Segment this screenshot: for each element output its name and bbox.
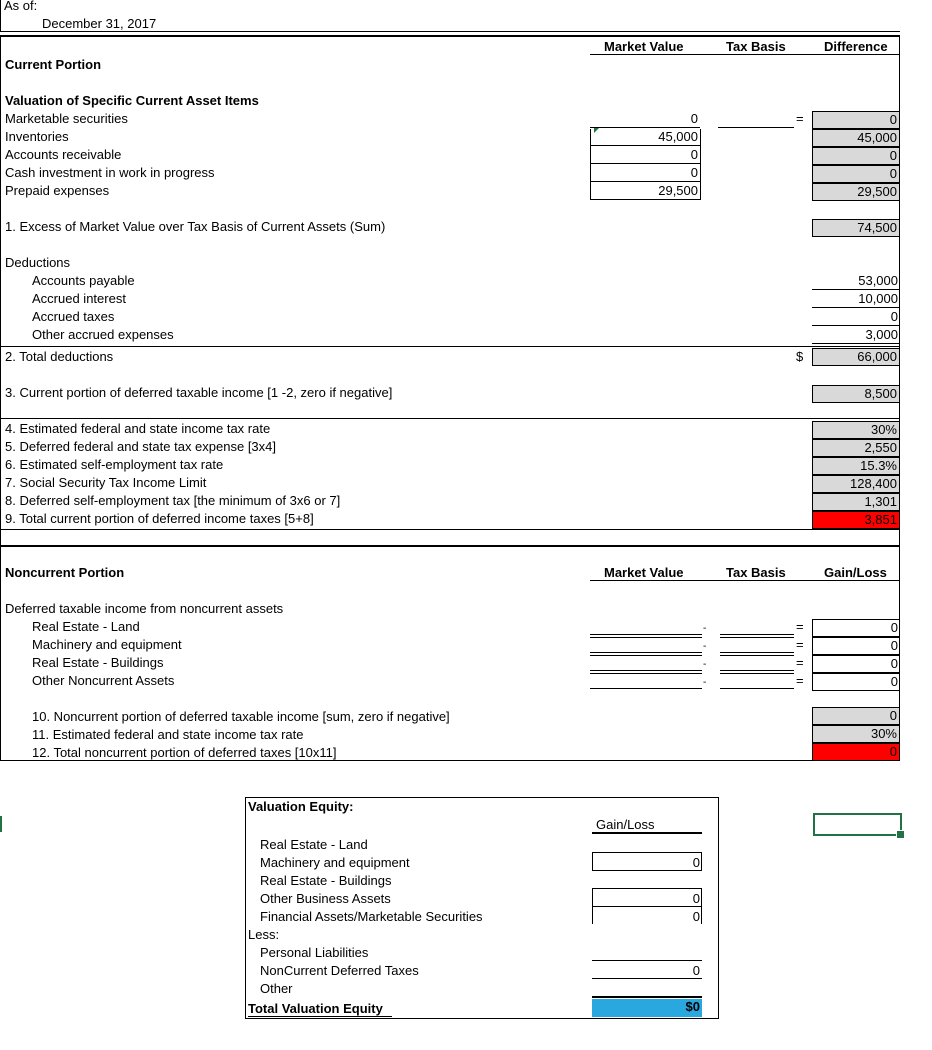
- cell-underline: [592, 960, 702, 961]
- line3-label: 3. Current portion of deferred taxable income [1 -2, zero if negative]: [5, 385, 393, 400]
- noncurrent-row-label: Real Estate - Buildings: [32, 655, 164, 670]
- lines-top-rule: [0, 418, 900, 419]
- difference-cell[interactable]: 0: [812, 111, 900, 129]
- equals-sign: =: [796, 637, 804, 652]
- cell-underline: [592, 996, 702, 998]
- line3-value[interactable]: 8,500: [812, 385, 900, 403]
- total-label-underline: [248, 1016, 392, 1017]
- col-market-value: Market Value: [604, 39, 684, 54]
- dash-sign: -: [703, 677, 707, 688]
- cell-underline: [592, 978, 702, 979]
- currency-symbol: $: [796, 349, 804, 364]
- noncurrent-row-label: Machinery and equipment: [32, 637, 182, 652]
- line10-value[interactable]: 0: [812, 707, 900, 725]
- equity-row-label: Other Business Assets: [260, 891, 391, 906]
- col-difference: Difference: [824, 39, 888, 54]
- gain-loss-cell[interactable]: 0: [812, 637, 900, 655]
- line2-label: 2. Total deductions: [5, 349, 114, 364]
- cell-underline: [592, 906, 702, 907]
- less-label: Less:: [248, 927, 280, 942]
- line-value[interactable]: 1,301: [812, 493, 900, 511]
- difference-cell[interactable]: 45,000: [812, 129, 900, 147]
- cell-underline: [592, 888, 702, 889]
- cell-underline: [590, 163, 700, 164]
- current-bottom-border: [0, 545, 900, 547]
- cell-underline: [590, 655, 702, 656]
- line-label: 7. Social Security Tax Income Limit: [5, 475, 207, 490]
- cell-underline: [812, 325, 900, 326]
- deduction-value[interactable]: 10,000: [858, 291, 898, 306]
- cell-border: [701, 888, 702, 924]
- dash-sign: -: [703, 623, 707, 634]
- header-rule: [0, 31, 900, 32]
- gain-loss-cell[interactable]: 0: [812, 619, 900, 637]
- total-equity-label: Total Valuation Equity: [248, 1001, 383, 1016]
- deduction-value[interactable]: 0: [890, 309, 898, 324]
- dash-sign: -: [703, 641, 707, 652]
- deferred-title: Deferred taxable income from noncurrent assets: [5, 601, 284, 616]
- col-gain-loss: Gain/Loss: [596, 817, 655, 832]
- cell-underline: [720, 655, 794, 656]
- equity-row-label: Machinery and equipment: [260, 855, 410, 870]
- left-border: [0, 0, 1, 31]
- row-label: Cash investment in work in progress: [5, 165, 215, 180]
- col-header-underline: [590, 54, 900, 55]
- less-row-label: Other: [260, 981, 293, 996]
- gain-loss-cell[interactable]: 0: [812, 673, 900, 691]
- difference-cell[interactable]: 0: [812, 147, 900, 165]
- cell-underline: [590, 181, 700, 182]
- line12-label: 12. Total noncurrent portion of deferred taxes [10x11]: [32, 745, 337, 760]
- line11-value[interactable]: 30%: [812, 725, 900, 743]
- equals-sign: =: [796, 619, 804, 634]
- line-value[interactable]: 128,400: [812, 475, 900, 493]
- dash-sign: -: [703, 659, 707, 670]
- cell-underline: [592, 870, 702, 871]
- gain-loss-underline: [592, 832, 702, 834]
- equity-row-label: Financial Assets/Marketable Securities: [260, 909, 483, 924]
- line2-value[interactable]: 66,000: [812, 348, 900, 366]
- line10-label: 10. Noncurrent portion of deferred taxable income [sum, zero if negative]: [32, 709, 450, 724]
- deduction-label: Accrued interest: [32, 291, 126, 306]
- deduction-value[interactable]: 3,000: [865, 327, 898, 342]
- col-tax-basis: Tax Basis: [726, 39, 786, 54]
- selected-cell[interactable]: [813, 813, 902, 836]
- cell-underline: [720, 673, 794, 674]
- total-equity-value[interactable]: $0: [592, 999, 702, 1017]
- equity-row-label: Real Estate - Buildings: [260, 873, 392, 888]
- equity-value[interactable]: 0: [692, 909, 700, 924]
- cell-underline: [720, 634, 794, 635]
- equals-sign: =: [796, 673, 804, 688]
- cell-underline: [590, 688, 702, 689]
- cell-underline: [592, 852, 702, 853]
- as-of-date: December 31, 2017: [42, 16, 157, 31]
- cell-underline: [590, 652, 702, 653]
- cell-underline: [590, 199, 700, 200]
- current-left-border: [0, 35, 1, 545]
- equity-value[interactable]: 0: [692, 891, 700, 906]
- difference-cell[interactable]: 29,500: [812, 183, 900, 201]
- cell-border: [701, 852, 702, 870]
- cell-underline: [590, 127, 700, 128]
- cell-underline: [590, 673, 702, 674]
- market-value-cell[interactable]: 0: [690, 165, 698, 180]
- cell-border: [700, 129, 701, 200]
- line-value[interactable]: 2,550: [812, 439, 900, 457]
- difference-cell[interactable]: 0: [812, 165, 900, 183]
- equity-row-label: Real Estate - Land: [260, 837, 368, 852]
- cell-border: [592, 888, 593, 924]
- noncurrent-row-label: Other Noncurrent Assets: [32, 673, 175, 688]
- row-label: Inventories: [5, 129, 69, 144]
- cell-underline: [590, 634, 702, 635]
- deduction-label: Accrued taxes: [32, 309, 115, 324]
- row-label: Accounts receivable: [5, 147, 122, 162]
- row-selection-marker: [0, 816, 2, 832]
- cell-underline: [590, 670, 702, 671]
- line-value[interactable]: 30%: [812, 421, 900, 439]
- line2-top-rule: [0, 346, 900, 347]
- line-label: 5. Deferred federal and state tax expense [3x4]: [5, 439, 277, 454]
- col-gain-loss: Gain/Loss: [824, 565, 887, 580]
- cell-underline: [812, 307, 900, 308]
- deduction-value[interactable]: 53,000: [858, 273, 898, 288]
- market-value-cell[interactable]: 0: [690, 147, 698, 162]
- cell-underline: [590, 145, 700, 146]
- cell-underline: [720, 652, 794, 653]
- market-value-cell[interactable]: 0: [690, 111, 698, 126]
- lines-bottom-rule: [0, 529, 900, 530]
- market-value-cell[interactable]: 29,500: [658, 183, 698, 198]
- line11-label: 11. Estimated federal and state income tax rate: [32, 727, 304, 742]
- deduction-label: Other accrued expenses: [32, 327, 174, 342]
- cell-underline: [720, 670, 794, 671]
- fill-handle[interactable]: [896, 830, 905, 839]
- line-label: 8. Deferred self-employment tax [the minimum of 3x6 or 7]: [5, 493, 341, 508]
- market-value-cell[interactable]: 45,000: [658, 129, 698, 144]
- line-label: 9. Total current portion of deferred income taxes [5+8]: [5, 511, 314, 526]
- less-row-label: Personal Liabilities: [260, 945, 369, 960]
- line1-label: 1. Excess of Market Value over Tax Basis of Current Assets (Sum): [5, 219, 386, 234]
- valuation-title: Valuation of Specific Current Asset Items: [5, 93, 259, 108]
- gain-loss-cell[interactable]: 0: [812, 655, 900, 673]
- line-label: 4. Estimated federal and state income tax rate: [5, 421, 271, 436]
- less-row-label: NonCurrent Deferred Taxes: [260, 963, 419, 978]
- cell-underline: [812, 343, 900, 344]
- current-portion-title: Current Portion: [5, 57, 102, 72]
- noncurrent-left-border: [0, 547, 1, 760]
- deduction-label: Accounts payable: [32, 273, 135, 288]
- cell-underline: [720, 637, 794, 638]
- row-label: Prepaid expenses: [5, 183, 110, 198]
- noncurrent-title: Noncurrent Portion: [5, 565, 125, 580]
- line-label: 6. Estimated self-employment tax rate: [5, 457, 224, 472]
- equity-value[interactable]: 0: [692, 855, 700, 870]
- cell-border: [590, 129, 591, 200]
- cell-underline: [590, 637, 702, 638]
- line1-value[interactable]: 74,500: [812, 219, 900, 237]
- col-header-underline: [590, 580, 900, 581]
- less-value[interactable]: 0: [692, 963, 700, 978]
- line-value[interactable]: 15.3%: [812, 457, 900, 475]
- equals-sign: =: [796, 111, 804, 126]
- cell-underline: [720, 688, 794, 689]
- deductions-title: Deductions: [5, 255, 71, 270]
- equals-sign: =: [796, 655, 804, 670]
- equity-title: Valuation Equity:: [248, 799, 354, 814]
- row-label: Marketable securities: [5, 111, 128, 126]
- col-market-value: Market Value: [604, 565, 684, 580]
- col-tax-basis: Tax Basis: [726, 565, 786, 580]
- header-rule-double: [0, 35, 900, 37]
- noncurrent-row-label: Real Estate - Land: [32, 619, 140, 634]
- as-of-label: As of:: [4, 0, 38, 13]
- cell-border: [592, 852, 593, 870]
- tax-basis-underline: [718, 127, 794, 128]
- cell-underline: [812, 289, 900, 290]
- line12-value[interactable]: 0: [812, 743, 900, 761]
- line9-value[interactable]: 3,851: [812, 511, 900, 529]
